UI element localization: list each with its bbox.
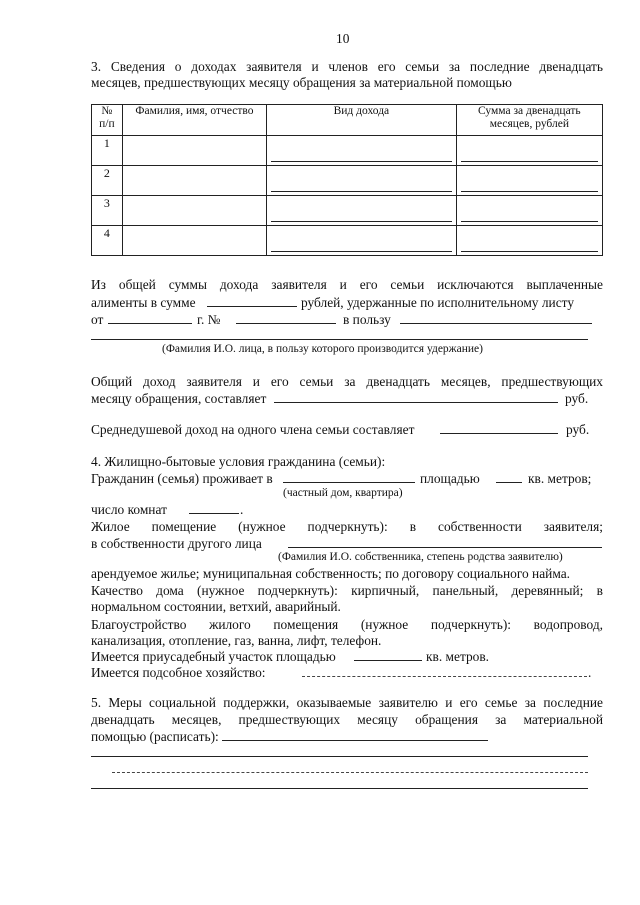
name-cell[interactable] xyxy=(122,136,266,166)
housing-area-field[interactable] xyxy=(496,482,522,483)
income-type-cell[interactable] xyxy=(267,166,457,196)
other-owner-field[interactable] xyxy=(288,547,602,548)
area-label: площадью xyxy=(420,471,480,486)
table-row xyxy=(92,196,603,226)
dwelling-line2: в собственности другого лица xyxy=(91,536,262,551)
plot-label: Имеется приусадебный участок площадью xyxy=(91,649,336,664)
header-sum-line2: месяцев, рублей xyxy=(489,118,569,130)
deduction-line1: Из общей суммы дохода заявителя и его семьи исключаются выплаченные xyxy=(91,277,603,292)
deduction-alimony-label: алименты в сумме xyxy=(91,295,196,310)
rooms-period: . xyxy=(240,502,244,517)
farm-period: . xyxy=(588,665,592,680)
deduction-year-label: г. № xyxy=(197,312,221,327)
page-number: 10 xyxy=(336,31,350,46)
quality-line1: Качество дома (нужное подчеркнуть): кирпичный, панельный, деревянный; в xyxy=(91,583,603,598)
total-income-label: месяцу обращения, составляет xyxy=(91,391,267,406)
name-cell[interactable] xyxy=(122,196,266,226)
name-cell[interactable] xyxy=(122,226,266,256)
rooms-field[interactable] xyxy=(189,513,239,514)
sum-cell[interactable] xyxy=(456,226,602,256)
deduction-person-field[interactable] xyxy=(91,339,588,340)
dwelling-line1: Жилое помещение (нужное подчеркнуть): в собственности заявителя; xyxy=(91,519,603,534)
section3-title-line1: 3. Сведения о доходах заявителя и членов его семьи за последние двенадцать xyxy=(91,59,603,74)
deduction-rubles-label: рублей, удержанные по исполнительному листу xyxy=(301,295,575,310)
row-number: 2 xyxy=(92,166,123,196)
table-row xyxy=(92,226,603,256)
sum-cell[interactable] xyxy=(456,166,602,196)
deduction-number-field[interactable] xyxy=(236,323,336,324)
header-number xyxy=(92,105,123,136)
support-field-line3[interactable] xyxy=(112,772,588,773)
header-name: Фамилия, имя, отчество xyxy=(122,105,266,136)
section3-title-line2: месяцев, предшествующих месяцу обращения за материальной помощью xyxy=(91,75,512,90)
section4-title: 4. Жилищно-бытовые условия гражданина (семьи): xyxy=(91,454,386,469)
deduction-favor-field[interactable] xyxy=(400,323,592,324)
income-type-cell[interactable] xyxy=(267,136,457,166)
area-unit: кв. метров; xyxy=(528,471,592,486)
sum-cell[interactable] xyxy=(456,196,602,226)
total-income-unit: руб. xyxy=(565,391,589,406)
avg-income-unit: руб. xyxy=(566,422,590,437)
table-row xyxy=(92,166,603,196)
dwelling-line3: арендуемое жилье; муниципальная собственность; по договору социального найма. xyxy=(91,566,570,581)
table-row xyxy=(92,136,603,166)
name-cell[interactable] xyxy=(122,166,266,196)
row-number: 3 xyxy=(92,196,123,226)
lives-label: Гражданин (семья) проживает в xyxy=(91,471,273,486)
row-number: 4 xyxy=(92,226,123,256)
housing-type-field[interactable] xyxy=(283,482,415,483)
avg-income-field[interactable] xyxy=(440,433,558,434)
deduction-from-label: от xyxy=(91,312,104,327)
plot-area-field[interactable] xyxy=(354,660,422,661)
support-field-line4[interactable] xyxy=(91,788,588,789)
support-field-line2[interactable] xyxy=(91,756,588,757)
deduction-favor-label: в пользу xyxy=(343,312,391,327)
header-income-type: Вид дохода xyxy=(267,105,457,136)
header-sum-line1: Сумма за двенадцать xyxy=(478,105,581,117)
header-number-line2: п/п xyxy=(99,118,115,130)
quality-line2: нормальном состоянии, ветхий, аварийный. xyxy=(91,599,341,614)
rooms-label: число комнат xyxy=(91,502,167,517)
farm-label: Имеется подсобное хозяйство: xyxy=(91,665,266,680)
header-sum xyxy=(456,105,602,136)
income-type-cell[interactable] xyxy=(267,226,457,256)
alimony-amount-field[interactable] xyxy=(207,306,297,307)
support-field-line1[interactable] xyxy=(222,740,488,741)
total-income-field[interactable] xyxy=(274,402,558,403)
amenities-line2: канализация, отопление, газ, ванна, лифт, телефон. xyxy=(91,633,382,648)
income-type-cell[interactable] xyxy=(267,196,457,226)
header-number-line1: № xyxy=(101,105,113,117)
section5-title-line2: двенадцать месяцев, предшествующих месяцу обращения за материальной xyxy=(91,712,603,727)
table-header-row xyxy=(92,105,603,136)
owner-caption: (Фамилия И.О. собственника, степень родства заявителю) xyxy=(278,551,563,563)
sum-cell[interactable] xyxy=(456,136,602,166)
avg-income-label: Среднедушевой доход на одного члена семьи составляет xyxy=(91,422,415,437)
farm-field[interactable] xyxy=(302,676,587,677)
plot-unit: кв. метров. xyxy=(426,649,490,664)
amenities-line1: Благоустройство жилого помещения (нужное подчеркнуть): водопровод, xyxy=(91,617,603,632)
deduction-caption: (Фамилия И.О. лица, в пользу которого производится удержание) xyxy=(162,343,483,355)
section5-title-line1: 5. Меры социальной поддержки, оказываемые заявителю и его семье за последние xyxy=(91,695,603,710)
income-table xyxy=(91,104,603,256)
housing-type-caption: (частный дом, квартира) xyxy=(283,487,403,499)
section5-title-line3: помощью (расписать): xyxy=(91,729,219,744)
deduction-date-field[interactable] xyxy=(108,323,192,324)
total-income-line1: Общий доход заявителя и его семьи за двенадцать месяцев, предшествующих xyxy=(91,374,603,389)
row-number: 1 xyxy=(92,136,123,166)
